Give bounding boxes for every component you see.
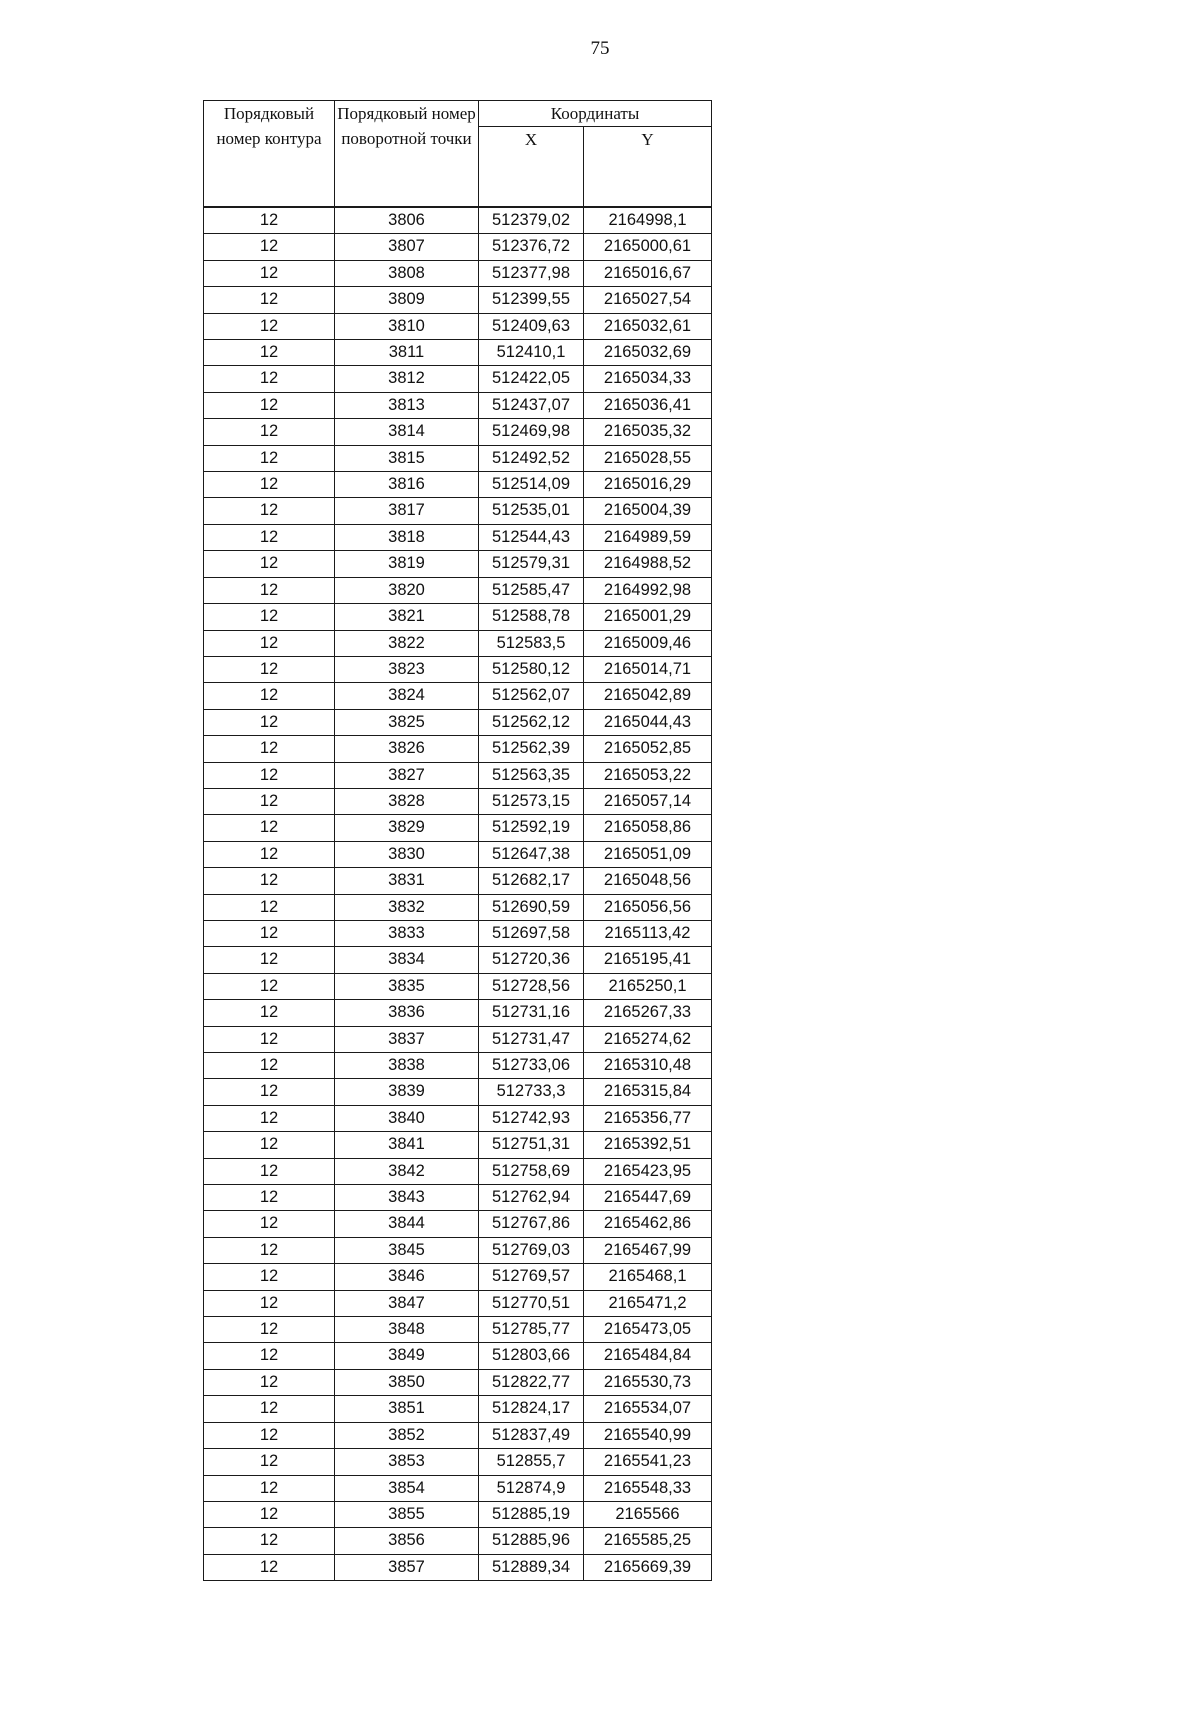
y-cell: 2165534,07 — [584, 1396, 712, 1422]
x-cell: 512822,77 — [479, 1369, 584, 1395]
y-cell: 2165032,69 — [584, 340, 712, 366]
contour-cell: 12 — [204, 973, 335, 999]
point-cell: 3837 — [335, 1026, 479, 1052]
contour-cell: 12 — [204, 260, 335, 286]
y-cell: 2165034,33 — [584, 366, 712, 392]
point-cell: 3813 — [335, 392, 479, 418]
point-cell: 3853 — [335, 1449, 479, 1475]
point-cell: 3838 — [335, 1053, 479, 1079]
contour-cell: 12 — [204, 1211, 335, 1237]
x-cell: 512399,55 — [479, 287, 584, 313]
point-cell: 3831 — [335, 868, 479, 894]
x-cell: 512514,09 — [479, 472, 584, 498]
contour-cell: 12 — [204, 524, 335, 550]
table-row — [204, 1369, 712, 1395]
y-cell: 2165274,62 — [584, 1026, 712, 1052]
table-row — [204, 604, 712, 630]
x-cell: 512376,72 — [479, 234, 584, 260]
header-coordinates: Координаты — [479, 101, 712, 127]
x-cell: 512758,69 — [479, 1158, 584, 1184]
point-cell: 3833 — [335, 920, 479, 946]
table-row — [204, 1449, 712, 1475]
table-body — [204, 207, 712, 1581]
y-cell: 2165052,85 — [584, 736, 712, 762]
x-cell: 512437,07 — [479, 392, 584, 418]
point-cell: 3832 — [335, 894, 479, 920]
contour-cell: 12 — [204, 1475, 335, 1501]
header-point-number: Порядковый номер поворотной точки — [335, 101, 479, 208]
y-cell: 2165467,99 — [584, 1237, 712, 1263]
point-cell: 3851 — [335, 1396, 479, 1422]
y-cell: 2165540,99 — [584, 1422, 712, 1448]
point-cell: 3854 — [335, 1475, 479, 1501]
x-cell: 512579,31 — [479, 551, 584, 577]
header-y: Y — [584, 127, 712, 208]
point-cell: 3820 — [335, 577, 479, 603]
point-cell: 3830 — [335, 841, 479, 867]
contour-cell: 12 — [204, 841, 335, 867]
contour-cell: 12 — [204, 1317, 335, 1343]
contour-cell: 12 — [204, 1422, 335, 1448]
contour-cell: 12 — [204, 1105, 335, 1131]
contour-cell: 12 — [204, 1449, 335, 1475]
point-cell: 3806 — [335, 207, 479, 234]
contour-cell: 12 — [204, 1132, 335, 1158]
y-cell: 2165032,61 — [584, 313, 712, 339]
point-cell: 3839 — [335, 1079, 479, 1105]
y-cell: 2165195,41 — [584, 947, 712, 973]
contour-cell: 12 — [204, 788, 335, 814]
contour-cell: 12 — [204, 234, 335, 260]
x-cell: 512767,86 — [479, 1211, 584, 1237]
table-row — [204, 445, 712, 471]
x-cell: 512733,3 — [479, 1079, 584, 1105]
contour-cell: 12 — [204, 1290, 335, 1316]
table-row — [204, 788, 712, 814]
y-cell: 2165310,48 — [584, 1053, 712, 1079]
table-row — [204, 1132, 712, 1158]
point-cell: 3818 — [335, 524, 479, 550]
contour-cell: 12 — [204, 366, 335, 392]
table-header — [204, 101, 712, 208]
point-cell: 3836 — [335, 1000, 479, 1026]
contour-cell: 12 — [204, 1554, 335, 1580]
table-row — [204, 1105, 712, 1131]
x-cell: 512885,96 — [479, 1528, 584, 1554]
point-cell: 3841 — [335, 1132, 479, 1158]
y-cell: 2165356,77 — [584, 1105, 712, 1131]
table-row — [204, 234, 712, 260]
coordinates-table — [203, 100, 712, 1581]
y-cell: 2165048,56 — [584, 868, 712, 894]
table-row — [204, 1000, 712, 1026]
table-row — [204, 1501, 712, 1527]
x-cell: 512697,58 — [479, 920, 584, 946]
point-cell: 3834 — [335, 947, 479, 973]
table-row — [204, 207, 712, 234]
contour-cell: 12 — [204, 313, 335, 339]
x-cell: 512647,38 — [479, 841, 584, 867]
table-row — [204, 1475, 712, 1501]
table-row — [204, 736, 712, 762]
y-cell: 2164988,52 — [584, 551, 712, 577]
table-row — [204, 1237, 712, 1263]
contour-cell: 12 — [204, 1501, 335, 1527]
y-cell: 2165035,32 — [584, 419, 712, 445]
contour-cell: 12 — [204, 1079, 335, 1105]
point-cell: 3847 — [335, 1290, 479, 1316]
x-cell: 512855,7 — [479, 1449, 584, 1475]
table-row — [204, 1554, 712, 1580]
y-cell: 2164992,98 — [584, 577, 712, 603]
contour-cell: 12 — [204, 1000, 335, 1026]
x-cell: 512824,17 — [479, 1396, 584, 1422]
x-cell: 512728,56 — [479, 973, 584, 999]
contour-cell: 12 — [204, 445, 335, 471]
contour-cell: 12 — [204, 656, 335, 682]
x-cell: 512889,34 — [479, 1554, 584, 1580]
y-cell: 2165028,55 — [584, 445, 712, 471]
table-row — [204, 947, 712, 973]
x-cell: 512682,17 — [479, 868, 584, 894]
contour-cell: 12 — [204, 419, 335, 445]
x-cell: 512562,12 — [479, 709, 584, 735]
point-cell: 3807 — [335, 234, 479, 260]
contour-cell: 12 — [204, 762, 335, 788]
table-row — [204, 366, 712, 392]
point-cell: 3810 — [335, 313, 479, 339]
y-cell: 2165044,43 — [584, 709, 712, 735]
contour-cell: 12 — [204, 1053, 335, 1079]
point-cell: 3811 — [335, 340, 479, 366]
point-cell: 3824 — [335, 683, 479, 709]
y-cell: 2165014,71 — [584, 656, 712, 682]
x-cell: 512837,49 — [479, 1422, 584, 1448]
coordinates-table-wrapper — [203, 100, 711, 1581]
x-cell: 512885,19 — [479, 1501, 584, 1527]
y-cell: 2165669,39 — [584, 1554, 712, 1580]
contour-cell: 12 — [204, 472, 335, 498]
y-cell: 2165056,56 — [584, 894, 712, 920]
point-cell: 3816 — [335, 472, 479, 498]
point-cell: 3826 — [335, 736, 479, 762]
y-cell: 2165051,09 — [584, 841, 712, 867]
table-row — [204, 472, 712, 498]
x-cell: 512785,77 — [479, 1317, 584, 1343]
x-cell: 512731,16 — [479, 1000, 584, 1026]
y-cell: 2165267,33 — [584, 1000, 712, 1026]
point-cell: 3821 — [335, 604, 479, 630]
point-cell: 3829 — [335, 815, 479, 841]
contour-cell: 12 — [204, 630, 335, 656]
y-cell: 2165004,39 — [584, 498, 712, 524]
contour-cell: 12 — [204, 1396, 335, 1422]
y-cell: 2165001,29 — [584, 604, 712, 630]
table-row — [204, 260, 712, 286]
table-row — [204, 287, 712, 313]
point-cell: 3812 — [335, 366, 479, 392]
point-cell: 3850 — [335, 1369, 479, 1395]
contour-cell: 12 — [204, 340, 335, 366]
table-row — [204, 894, 712, 920]
y-cell: 2165471,2 — [584, 1290, 712, 1316]
header-contour-number: Порядковый номер контура — [204, 101, 335, 208]
table-row — [204, 498, 712, 524]
contour-cell: 12 — [204, 498, 335, 524]
y-cell: 2165016,29 — [584, 472, 712, 498]
table-row — [204, 841, 712, 867]
y-cell: 2165530,73 — [584, 1369, 712, 1395]
table-row — [204, 1528, 712, 1554]
table-row — [204, 1079, 712, 1105]
table-row — [204, 1185, 712, 1211]
point-cell: 3819 — [335, 551, 479, 577]
y-cell: 2165058,86 — [584, 815, 712, 841]
table-row — [204, 1290, 712, 1316]
point-cell: 3822 — [335, 630, 479, 656]
y-cell: 2165250,1 — [584, 973, 712, 999]
x-cell: 512563,35 — [479, 762, 584, 788]
contour-cell: 12 — [204, 287, 335, 313]
header-x: X — [479, 127, 584, 208]
table-row — [204, 683, 712, 709]
point-cell: 3814 — [335, 419, 479, 445]
contour-cell: 12 — [204, 868, 335, 894]
x-cell: 512762,94 — [479, 1185, 584, 1211]
x-cell: 512544,43 — [479, 524, 584, 550]
x-cell: 512377,98 — [479, 260, 584, 286]
contour-cell: 12 — [204, 1369, 335, 1395]
contour-cell: 12 — [204, 1528, 335, 1554]
x-cell: 512769,57 — [479, 1264, 584, 1290]
table-row — [204, 313, 712, 339]
contour-cell: 12 — [204, 1158, 335, 1184]
point-cell: 3844 — [335, 1211, 479, 1237]
table-row — [204, 815, 712, 841]
x-cell: 512535,01 — [479, 498, 584, 524]
y-cell: 2165468,1 — [584, 1264, 712, 1290]
y-cell: 2165484,84 — [584, 1343, 712, 1369]
contour-cell: 12 — [204, 1185, 335, 1211]
point-cell: 3856 — [335, 1528, 479, 1554]
y-cell: 2165057,14 — [584, 788, 712, 814]
y-cell: 2165447,69 — [584, 1185, 712, 1211]
x-cell: 512751,31 — [479, 1132, 584, 1158]
x-cell: 512690,59 — [479, 894, 584, 920]
point-cell: 3857 — [335, 1554, 479, 1580]
table-row — [204, 1053, 712, 1079]
y-cell: 2165036,41 — [584, 392, 712, 418]
point-cell: 3809 — [335, 287, 479, 313]
y-cell: 2164989,59 — [584, 524, 712, 550]
table-row — [204, 419, 712, 445]
contour-cell: 12 — [204, 709, 335, 735]
table-row — [204, 1158, 712, 1184]
y-cell: 2165016,67 — [584, 260, 712, 286]
y-cell: 2165423,95 — [584, 1158, 712, 1184]
y-cell: 2165473,05 — [584, 1317, 712, 1343]
page-number — [0, 38, 1200, 60]
contour-cell: 12 — [204, 392, 335, 418]
page-number-text: 75 — [590, 38, 610, 59]
x-cell: 512585,47 — [479, 577, 584, 603]
point-cell: 3823 — [335, 656, 479, 682]
point-cell: 3846 — [335, 1264, 479, 1290]
table-row — [204, 762, 712, 788]
point-cell: 3848 — [335, 1317, 479, 1343]
y-cell: 2165566 — [584, 1501, 712, 1527]
table-row — [204, 1343, 712, 1369]
contour-cell: 12 — [204, 947, 335, 973]
point-cell: 3825 — [335, 709, 479, 735]
x-cell: 512492,52 — [479, 445, 584, 471]
x-cell: 512583,5 — [479, 630, 584, 656]
y-cell: 2165027,54 — [584, 287, 712, 313]
x-cell: 512580,12 — [479, 656, 584, 682]
contour-cell: 12 — [204, 815, 335, 841]
point-cell: 3855 — [335, 1501, 479, 1527]
point-cell: 3815 — [335, 445, 479, 471]
contour-cell: 12 — [204, 207, 335, 234]
table-row — [204, 1317, 712, 1343]
contour-cell: 12 — [204, 920, 335, 946]
x-cell: 512803,66 — [479, 1343, 584, 1369]
y-cell: 2165113,42 — [584, 920, 712, 946]
x-cell: 512770,51 — [479, 1290, 584, 1316]
contour-cell: 12 — [204, 1343, 335, 1369]
point-cell: 3840 — [335, 1105, 479, 1131]
point-cell: 3842 — [335, 1158, 479, 1184]
contour-cell: 12 — [204, 683, 335, 709]
table-row — [204, 709, 712, 735]
table-row — [204, 551, 712, 577]
contour-cell: 12 — [204, 551, 335, 577]
y-cell: 2164998,1 — [584, 207, 712, 234]
point-cell: 3817 — [335, 498, 479, 524]
y-cell: 2165548,33 — [584, 1475, 712, 1501]
x-cell: 512733,06 — [479, 1053, 584, 1079]
x-cell: 512573,15 — [479, 788, 584, 814]
table-row — [204, 656, 712, 682]
table-row — [204, 1026, 712, 1052]
point-cell: 3835 — [335, 973, 479, 999]
y-cell: 2165392,51 — [584, 1132, 712, 1158]
point-cell: 3852 — [335, 1422, 479, 1448]
table-row — [204, 1211, 712, 1237]
x-cell: 512409,63 — [479, 313, 584, 339]
contour-cell: 12 — [204, 577, 335, 603]
contour-cell: 12 — [204, 1026, 335, 1052]
table-row — [204, 577, 712, 603]
point-cell: 3849 — [335, 1343, 479, 1369]
table-row — [204, 340, 712, 366]
y-cell: 2165585,25 — [584, 1528, 712, 1554]
y-cell: 2165541,23 — [584, 1449, 712, 1475]
point-cell: 3827 — [335, 762, 479, 788]
contour-cell: 12 — [204, 1237, 335, 1263]
contour-cell: 12 — [204, 604, 335, 630]
x-cell: 512720,36 — [479, 947, 584, 973]
table-row — [204, 630, 712, 656]
x-cell: 512592,19 — [479, 815, 584, 841]
point-cell: 3808 — [335, 260, 479, 286]
x-cell: 512562,07 — [479, 683, 584, 709]
contour-cell: 12 — [204, 894, 335, 920]
y-cell: 2165000,61 — [584, 234, 712, 260]
x-cell: 512410,1 — [479, 340, 584, 366]
table-row — [204, 1264, 712, 1290]
table-row — [204, 524, 712, 550]
x-cell: 512731,47 — [479, 1026, 584, 1052]
y-cell: 2165053,22 — [584, 762, 712, 788]
table-row — [204, 920, 712, 946]
y-cell: 2165315,84 — [584, 1079, 712, 1105]
x-cell: 512422,05 — [479, 366, 584, 392]
table-row — [204, 1422, 712, 1448]
point-cell: 3845 — [335, 1237, 479, 1263]
y-cell: 2165042,89 — [584, 683, 712, 709]
x-cell: 512379,02 — [479, 207, 584, 234]
x-cell: 512769,03 — [479, 1237, 584, 1263]
point-cell: 3828 — [335, 788, 479, 814]
x-cell: 512562,39 — [479, 736, 584, 762]
y-cell: 2165009,46 — [584, 630, 712, 656]
y-cell: 2165462,86 — [584, 1211, 712, 1237]
x-cell: 512588,78 — [479, 604, 584, 630]
table-row — [204, 973, 712, 999]
x-cell: 512742,93 — [479, 1105, 584, 1131]
table-row — [204, 392, 712, 418]
contour-cell: 12 — [204, 1264, 335, 1290]
x-cell: 512874,9 — [479, 1475, 584, 1501]
contour-cell: 12 — [204, 736, 335, 762]
table-row — [204, 1396, 712, 1422]
point-cell: 3843 — [335, 1185, 479, 1211]
x-cell: 512469,98 — [479, 419, 584, 445]
table-row — [204, 868, 712, 894]
